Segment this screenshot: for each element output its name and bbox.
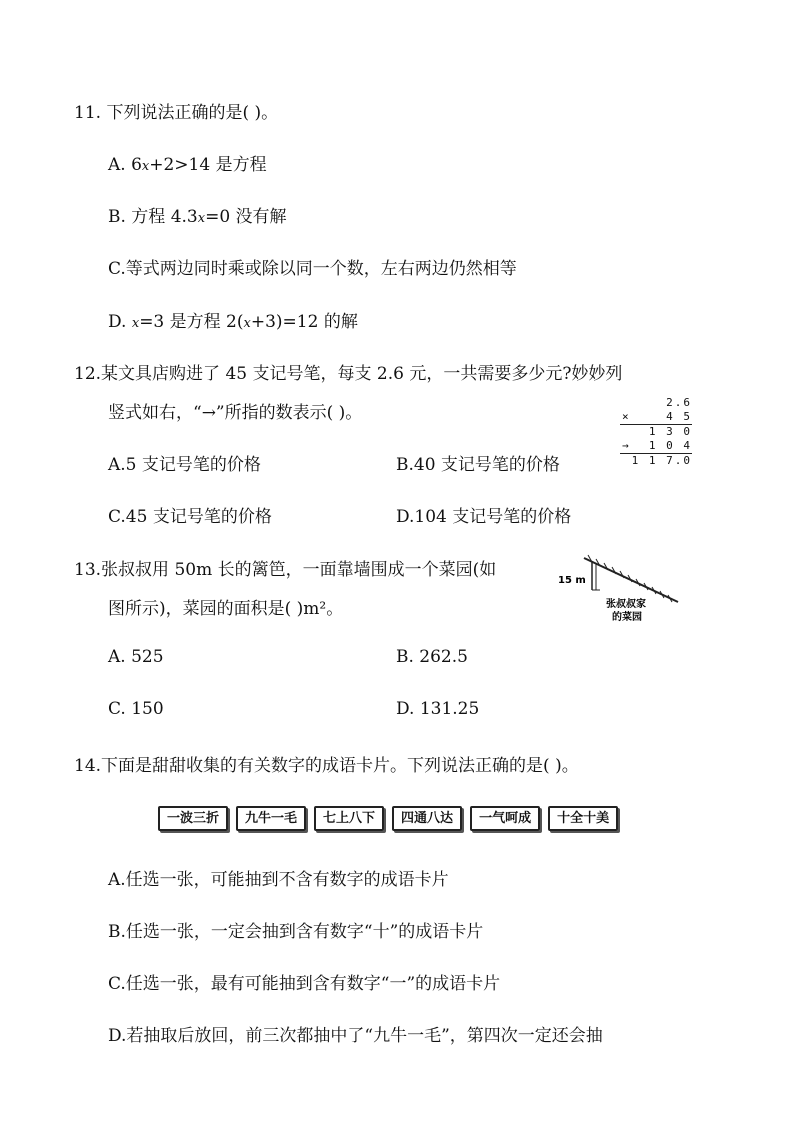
q12-option-d: D.104 支记号笔的价格 <box>396 507 572 527</box>
q13-option-a: A. 525 <box>108 647 164 667</box>
q14-stem: 14.下面是甜甜收集的有关数字的成语卡片。下列说法正确的是( )。 <box>74 756 579 776</box>
q12-stem-line2: 竖式如右，“→”所指的数表示( )。 <box>108 403 363 423</box>
q12-stem-line1: 12.某文具店购进了 45 支记号笔，每支 2.6 元，一共需要多少元?妙妙列 <box>74 364 623 384</box>
idiom-card: 九牛一毛 <box>236 806 306 831</box>
idiom-cards <box>158 806 618 831</box>
q14-option-d: D.若抽取后放回，前三次都抽中了“九牛一毛”，第四次一定还会抽 <box>108 1026 603 1046</box>
q13-option-d: D. 131.25 <box>396 699 480 719</box>
q11-option-c: C.等式两边同时乘或除以同一个数，左右两边仍然相等 <box>108 259 517 279</box>
times-sign: × <box>622 410 631 423</box>
calc-row-partial-1: 1 3 0 <box>620 424 692 439</box>
idiom-card: 十全十美 <box>548 806 618 831</box>
q13-option-c: C. 150 <box>108 699 164 719</box>
q14-option-a: A.任选一张，可能抽到不含有数字的成语卡片 <box>108 870 449 890</box>
q14-option-c: C.任选一张，最有可能抽到含有数字“一”的成语卡片 <box>108 974 501 994</box>
idiom-card: 一波三折 <box>158 806 228 831</box>
q11-option-d: D. x=3 是方程 2(x+3)=12 的解 <box>108 312 358 332</box>
calc-row-product: 1 1 7.0 <box>620 453 692 468</box>
q12-option-b: B.40 支记号笔的价格 <box>396 455 560 475</box>
fig-caption-line1: 张叔叔家 <box>606 599 646 610</box>
idiom-card: 一气呵成 <box>470 806 540 831</box>
garden-figure <box>556 552 686 627</box>
fig-caption-line2: 的菜园 <box>612 612 642 623</box>
wall-hatching <box>584 555 678 602</box>
q13-option-b: B. 262.5 <box>396 647 468 667</box>
q14-option-b: B.任选一张，一定会抽到含有数字“十”的成语卡片 <box>108 922 484 942</box>
calc-row-multiplier: × 4 5 <box>622 410 692 423</box>
calc-row-partial-2: → 1 0 4 <box>622 439 692 452</box>
fig-dimension-label: 15 m <box>558 575 586 586</box>
idiom-card: 七上八下 <box>314 806 384 831</box>
q12-option-a: A.5 支记号笔的价格 <box>108 455 261 475</box>
q13-stem-line1: 13.张叔叔用 50m 长的篱笆，一面靠墙围成一个菜园(如 <box>74 560 497 580</box>
calc-row-multiplicand: 2.6 <box>666 396 692 409</box>
q12-option-c: C.45 支记号笔的价格 <box>108 507 272 527</box>
q13-stem-line2: 图所示)，菜园的面积是( )m²。 <box>108 599 344 619</box>
vertical-multiplication <box>620 396 692 468</box>
q11-stem: 11. 下列说法正确的是( )。 <box>74 103 279 123</box>
q11-option-a: A. 6x+2>14 是方程 <box>108 155 267 175</box>
idiom-card: 四通八达 <box>392 806 462 831</box>
q11-option-b: B. 方程 4.3x=0 没有解 <box>108 207 287 227</box>
arrow-icon: → <box>622 439 631 452</box>
